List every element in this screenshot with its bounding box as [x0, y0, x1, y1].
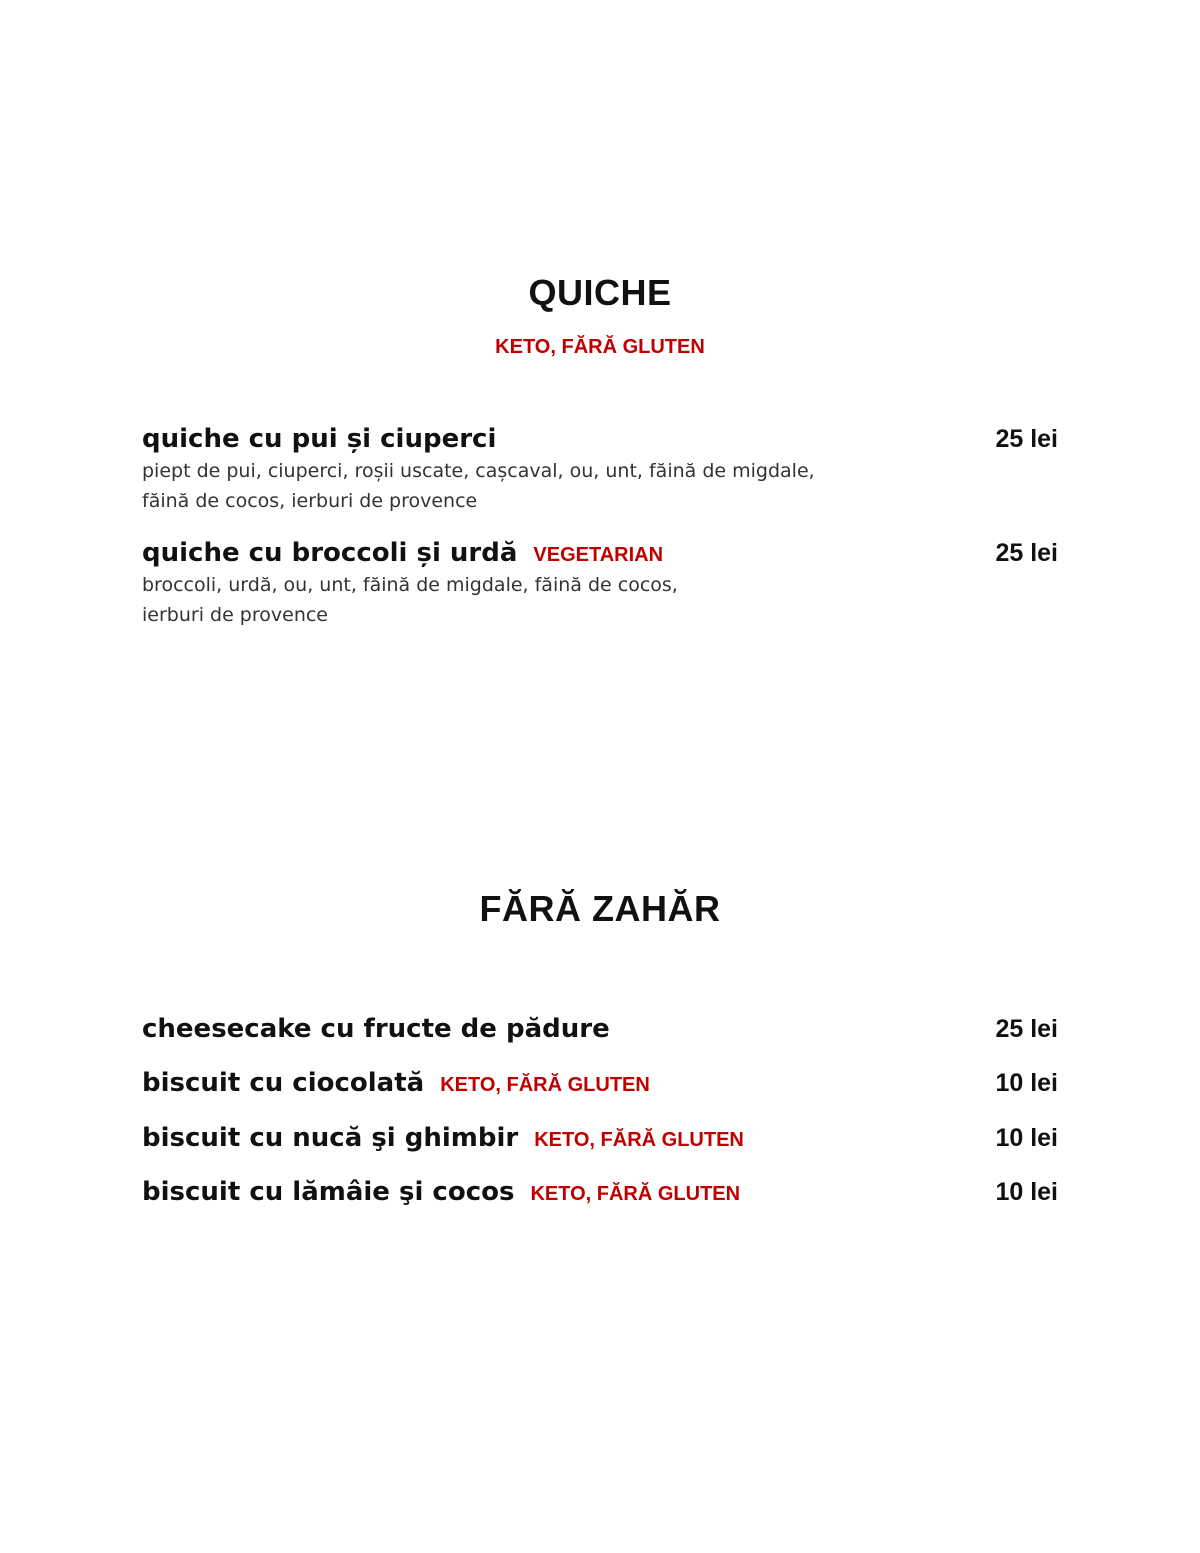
- menu-item-quiche-pui: [142, 424, 1058, 516]
- item-price: 10 lei: [995, 1178, 1058, 1206]
- item-description-line: făină de cocos, ierburi de provence: [142, 490, 478, 512]
- item-price: 10 lei: [995, 1069, 1058, 1097]
- item-description-line: ierburi de provence: [142, 604, 328, 626]
- item-price: 25 lei: [995, 1015, 1058, 1043]
- item-description: [142, 570, 1058, 630]
- item-price: 25 lei: [995, 539, 1058, 567]
- menu-item-biscuit-ciocolata: [142, 1068, 1058, 1098]
- section-subtitle-quiche: KETO, FĂRĂ GLUTEN: [495, 336, 705, 358]
- item-price: 10 lei: [995, 1124, 1058, 1152]
- item-tag: VEGETARIAN: [533, 544, 664, 566]
- section-title-fara-zahar: FĂRĂ ZAHĂR: [479, 888, 721, 929]
- menu-item-quiche-broccoli: [142, 538, 1058, 630]
- item-name: biscuit cu nucă şi ghimbir: [142, 1123, 519, 1153]
- item-name: quiche cu pui și ciuperci: [142, 424, 497, 454]
- item-name: quiche cu broccoli și urdă: [142, 538, 518, 568]
- item-name: cheesecake cu fructe de pădure: [142, 1014, 610, 1044]
- item-description-line: broccoli, urdă, ou, unt, făină de migdale, făină de cocos,: [142, 574, 678, 596]
- menu-item-cheesecake: [142, 1014, 1058, 1044]
- section-title-quiche: QUICHE: [528, 272, 672, 313]
- item-tag: KETO, FĂRĂ GLUTEN: [440, 1074, 650, 1096]
- item-tag: KETO, FĂRĂ GLUTEN: [530, 1183, 741, 1205]
- item-name: biscuit cu lămâie şi cocos: [142, 1177, 515, 1207]
- item-description: [142, 456, 1058, 516]
- item-description-line: piept de pui, ciuperci, roșii uscate, cașcaval, ou, unt, făină de migdale,: [142, 460, 815, 482]
- item-tag: KETO, FĂRĂ GLUTEN: [534, 1129, 744, 1151]
- item-price: 25 lei: [995, 425, 1058, 453]
- menu-item-biscuit-lamaie: [142, 1177, 1058, 1207]
- item-name: biscuit cu ciocolată: [142, 1068, 425, 1098]
- menu-item-biscuit-nuca: [142, 1123, 1058, 1153]
